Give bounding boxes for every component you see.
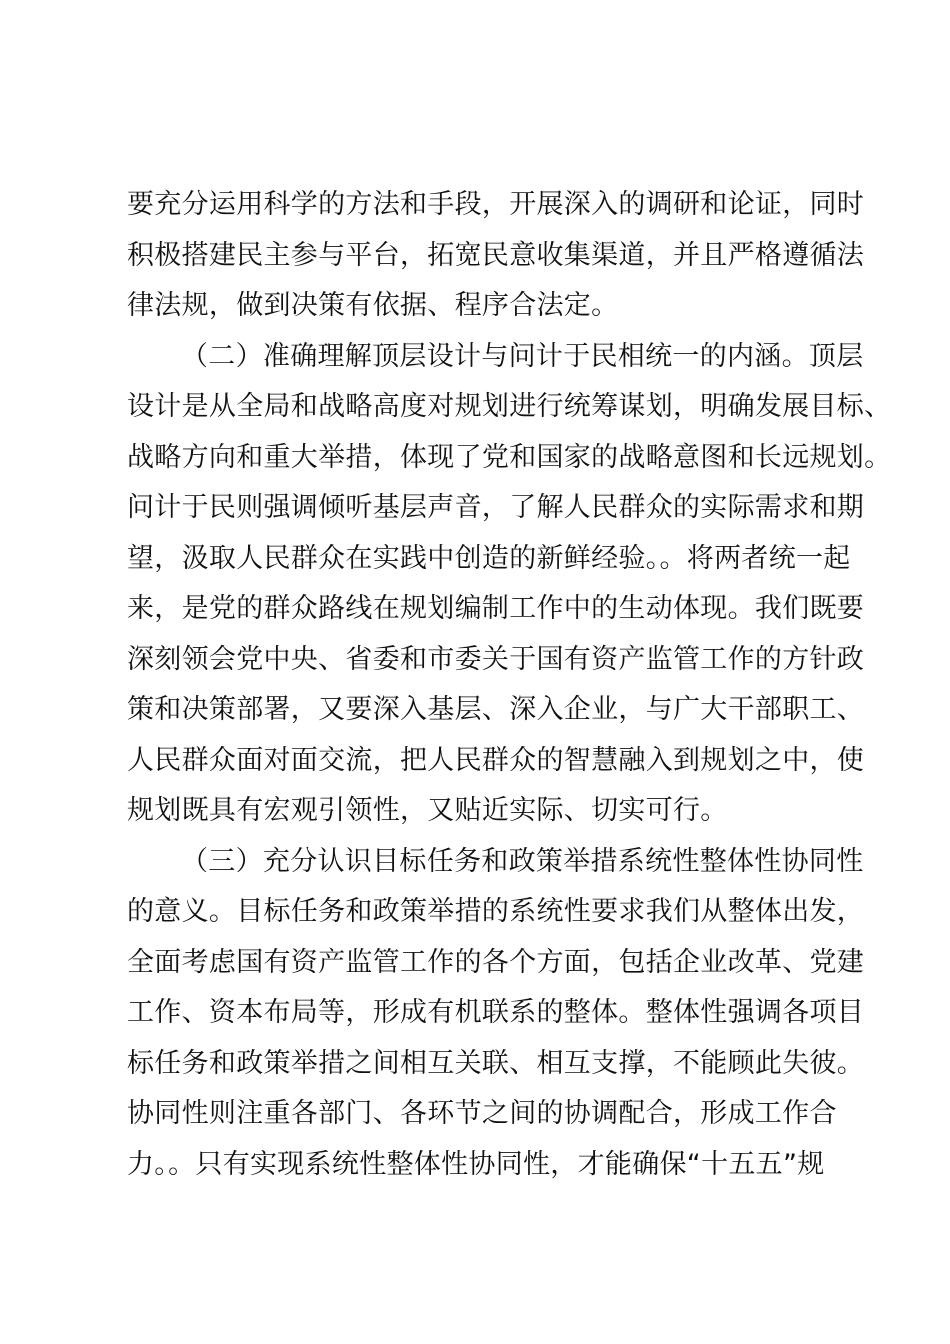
text-line: 协同性则注重各部门、各环节之间的协调配合，形成工作合 <box>127 1098 837 1129</box>
text-line: 要充分运用科学的方法和手段，开展深入的调研和论证，同时 <box>127 189 865 220</box>
text-line: 望，汲取人民群众在实践中创造的新鲜经验。。将两者统一起 <box>127 542 851 574</box>
text-line: 标任务和政策举措之间相互关联、相互支撑，不能顾此失彼。 <box>127 1047 865 1079</box>
section-heading-line: （三）充分认识目标任务和政策举措系统性整体性协同性 <box>181 845 864 877</box>
text-line: 律法规，做到决策有依据、程序合法定。 <box>127 290 619 321</box>
text-line: 工作、资本布局等，形成有机联系的整体。整体性强调各项目 <box>127 997 865 1028</box>
text-line: 力。。只有实现系统性整体性协同性，才能确保“十五五”规 <box>127 1148 825 1180</box>
text-line: 规划既具有宏观引领性，又贴近实际、切实可行。 <box>127 795 728 826</box>
text-line: 策和决策部署，又要深入基层、深入企业，与广大干部职工、 <box>127 694 865 725</box>
text-line: 战略方向和重大举措，体现了党和国家的战略意图和长远规划。 <box>127 441 892 473</box>
body-text <box>127 180 892 1190</box>
text-line: 来，是党的群众路线在规划编制工作中的生动体现。我们既要 <box>127 593 865 624</box>
text-line: 积极搭建民主参与平台，拓宽民意收集渠道，并且严格遵循法 <box>127 239 865 271</box>
text-line: 全面考虑国有资产监管工作的各个方面，包括企业改革、党建 <box>127 946 865 978</box>
text-line: 人民群众面对面交流，把人民群众的智慧融入到规划之中，使 <box>127 744 865 776</box>
text-line: 的意义。目标任务和政策举措的系统性要求我们从整体出发， <box>127 896 865 927</box>
section-heading-line: （二）准确理解顶层设计与问计于民相统一的内涵。顶层 <box>181 340 864 372</box>
text-line: 问计于民则强调倾听基层声音，了解人民群众的实际需求和期 <box>127 492 865 523</box>
text-line: 深刻领会党中央、省委和市委关于国有资产监管工作的方针政 <box>127 643 865 675</box>
text-line: 设计是从全局和战略高度对规划进行统筹谋划，明确发展目标、 <box>127 391 892 422</box>
